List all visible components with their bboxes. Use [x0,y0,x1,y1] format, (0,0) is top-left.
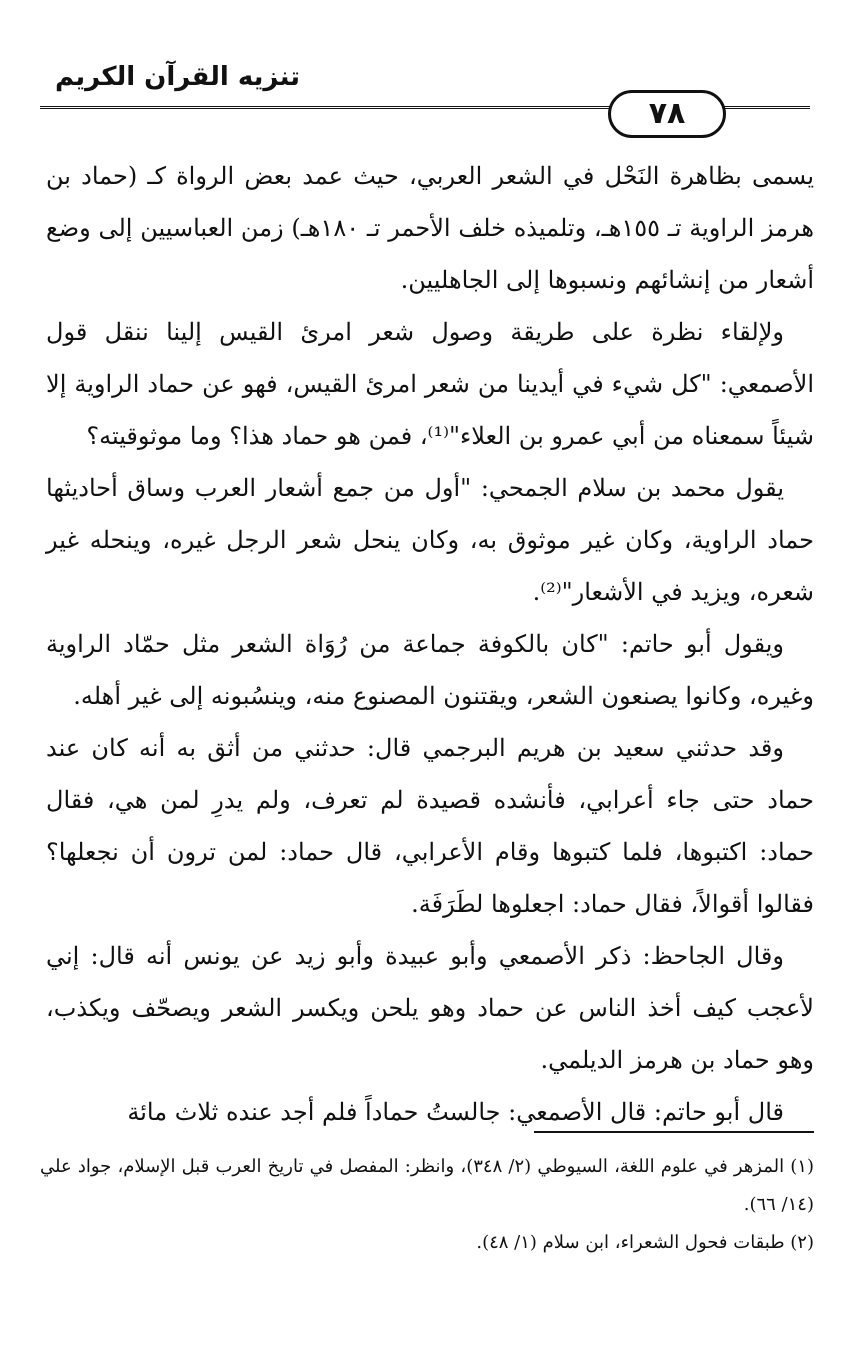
paragraph-7: قال أبو حاتم: قال الأصمعي: جالستُ حماداً فلم أجد عنده ثلاث مائة [127,1098,784,1126]
book-title: تنزيه القرآن الكريم [55,62,300,92]
footnotes [40,1148,814,1262]
paragraph-1: يسمى بظاهرة النَحْل في الشعر العربي، حيث عمد بعض الرواة كـ (حماد بن هرمز الراوية تـ ١٥٥هـ، وتلميذه خلف الأحمر تـ ١٨٠هـ) زمن العباسيين إلى وضع أشعار من إنشائهم ونسبوها إلى الجاهليين. [46,162,814,294]
footnote-2: (٢) طبقات فحول الشعراء، ابن سلام (١/ ٤٨). [476,1232,814,1253]
footnote-1: (١) المزهر في علوم اللغة، السيوطي (٢/ ٣٤٨)، وانظر: المفصل في تاريخ العرب قبل الإسلام، جواد علي (١٤/ ٦٦). [40,1156,814,1215]
paragraph-4: ويقول أبو حاتم: "كان بالكوفة جماعة من رُوَاة الشعر مثل حمّاد الراوية وغيره، وكانوا يصنعون الشعر، ويقتنون المصنوع منه، وينسُبونه إلى غير أهله. [46,630,814,710]
body-text [46,150,814,1138]
paragraph-3: يقول محمد بن سلام الجمحي: "أول من جمع أشعار العرب وساق أحاديثها حماد الراوية، وكان غير موثوق به، وكان ينحل شعر الرجل غيره، وينحله غير شعره، ويزيد في الأشعار"⁽²⁾. [46,474,814,606]
footnote-separator [534,1131,814,1133]
paragraph-6: وقال الجاحظ: ذكر الأصمعي وأبو عبيدة وأبو زيد عن يونس أنه قال: إني لأعجب كيف أخذ الناس عن حماد وهو يلحن ويكسر الشعر ويصحّف ويكذب، وهو حماد بن هرمز الديلمي. [46,942,814,1074]
paragraph-5: وقد حدثني سعيد بن هريم البرجمي قال: حدثني من أثق به أنه كان عند حماد حتى جاء أعرابي، فأنشده قصيدة لم تعرف، ولم يدرِ لمن هي، فقال حماد: اكتبوها، فلما كتبوها وقام الأعرابي، قال حماد: لمن ترون أن نجعلها؟ فقالوا أقوالاً، فقال حماد: اجعلوها لطَرَفَة. [46,734,814,918]
page-number: ٧٨ [608,90,726,138]
paragraph-2: ولإلقاء نظرة على طريقة وصول شعر امرئ القيس إلينا ننقل قول الأصمعي: "كل شيء في أيدينا من شعر امرئ القيس، فهو عن حماد الراوية إلا شيئاً سمعناه من أبي عمرو بن العلاء"⁽¹⁾، فمن هو حماد هذا؟ وما موثوقيته؟ [46,318,814,450]
